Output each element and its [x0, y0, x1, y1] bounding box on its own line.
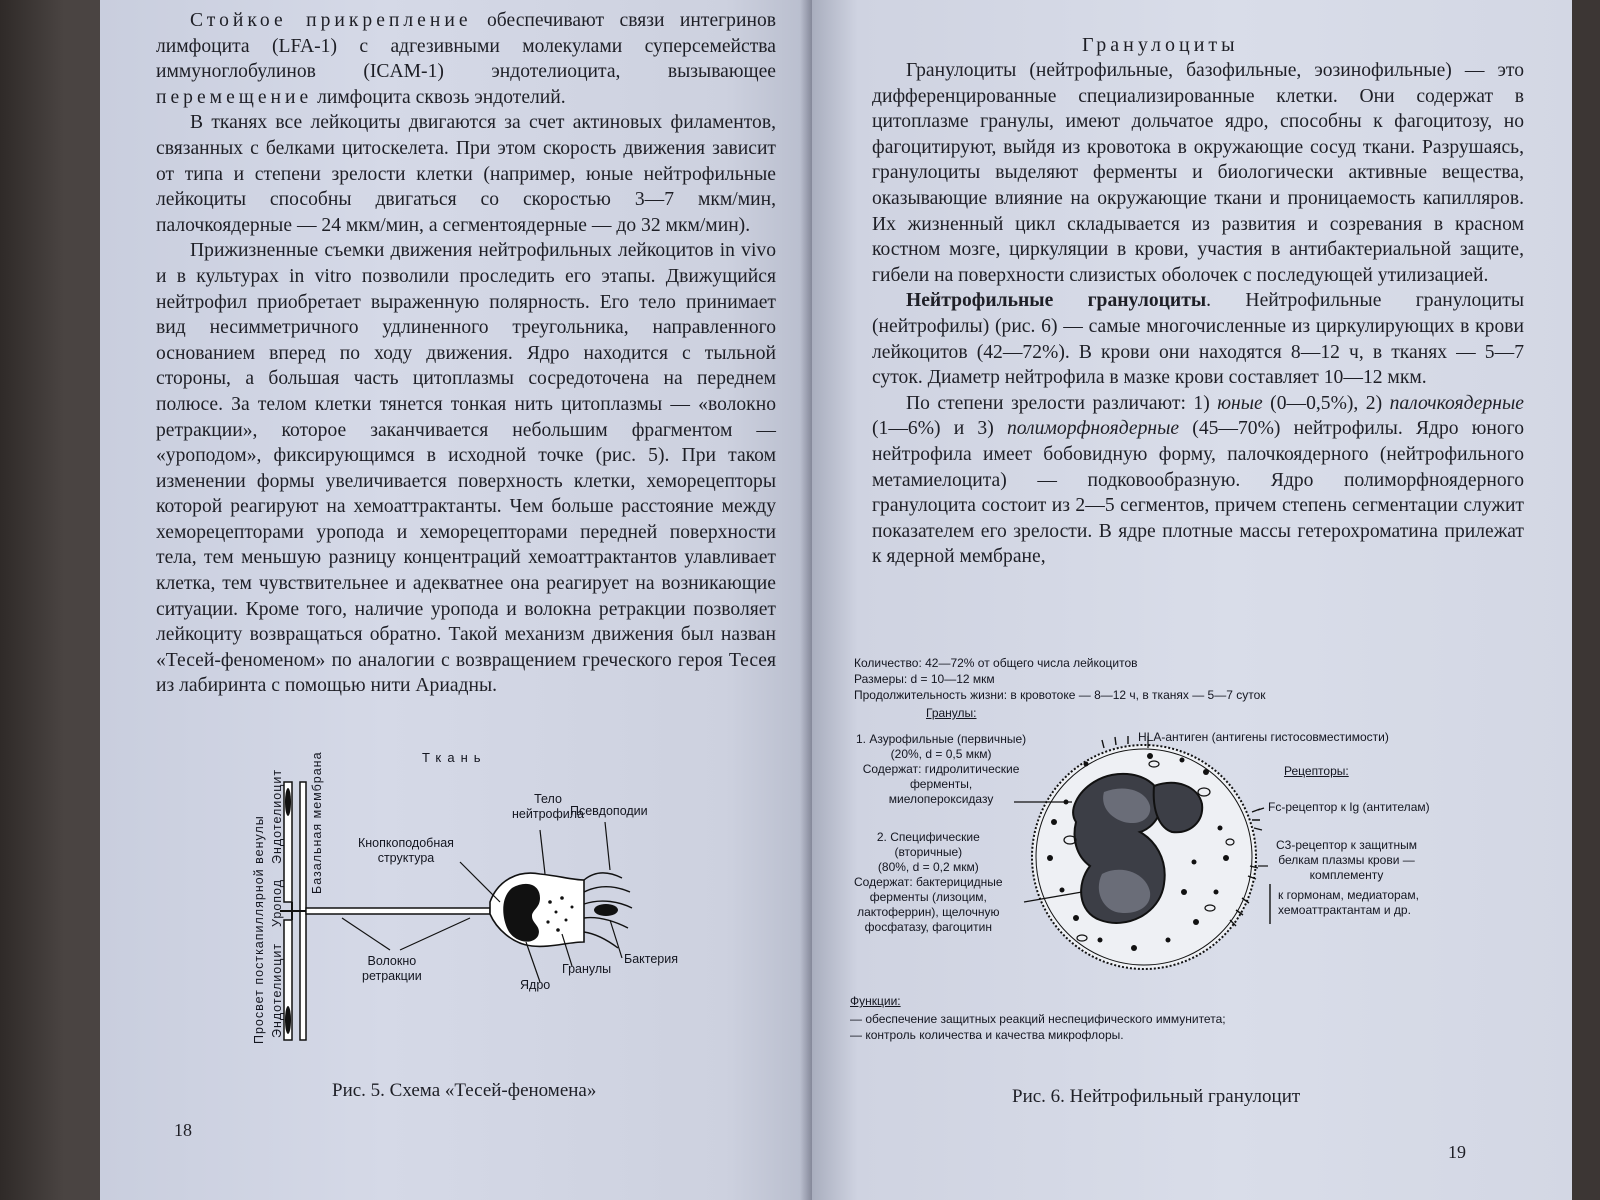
fig6-function-1: — обеспечение защитных реакций неспецифического иммунитета; [850, 1012, 1226, 1026]
fig5-label-uropod: Уропод [270, 878, 284, 927]
fig5-label-endothelium-bottom: Эндотелиоцит [270, 942, 284, 1038]
text-run: (45—70%) нейтрофилы. Ядро юного нейтрофила имеет бобовидную форму, палочкоядерного (нейтрофильного метамиелоцита) — подковообразную. Ядро полиморфноядерного гранулоцита состоит из 2—5 сегментов, причем степень сегментации служит показателем его зрелости. В ядре плотные массы гетерохроматина прилежат к ядерной мембране, [872, 418, 1525, 568]
fig5-label-fiber: Волокно ретракции [362, 954, 422, 983]
text-run: (0—0,5%), 2) [1262, 392, 1390, 414]
section-heading: Гранулоциты [1082, 34, 1239, 56]
italic-term: юные [1217, 392, 1263, 414]
fig5-label-knob: Кнопкоподобная структура [358, 836, 454, 865]
fig5-label-nucleus: Ядро [520, 978, 551, 992]
paragraph: Гранулоциты (нейтрофильные, базофильные, эозинофильные) — это дифференцированные специализированные клетки. Они содержат в цитоплазме гранулы, имеют дольчатое ядро, способны к фагоцитозу, но фагоцитируют, выйдя из кровотока в окружающие сосуд ткани. Разрушаясь, гранулоциты выделяют ферменты и биологически активные вещества, оказывающие влияние на окружающие ткани и проницаемость капилляров. Их жизненный цикл складывается из развития и созревания в красном костном мозге, циркуляции в крови, участия в антибактериальной защите, гибели на поверхности слизистых оболочек с последующей утилизацией. [872, 60, 1524, 286]
text-run: . Нейтрофильные гранулоциты (нейтрофилы) (рис. 6) — самые многочисленные из циркулирующих в крови лейкоцитов (42—72%). В крови они находятся 8—12 ч, в тканях — 5—7 суток. Диаметр нейтрофила в мазке крови составляет 10—12 мкм. [872, 290, 1524, 389]
fig5-label-endothelium-top: Эндотелиоцит [270, 768, 284, 864]
left-page-body [156, 8, 776, 699]
text-run: (1—6%) и 3) [872, 418, 1007, 440]
spaced-term: Стойкое прикрепление [190, 10, 472, 31]
paragraph [872, 288, 1524, 390]
fig6-azurophil-granules: 1. Азурофильные (первичные) (20%, d = 0,5 мкм) Содержат: гидролитические ферменты, миелопероксидазу [856, 732, 1027, 806]
fig5-label-lumen: Просвет посткапиллярной венулы [252, 815, 266, 1044]
spaced-term: перемещение [156, 86, 313, 108]
text-run: обеспечивают связи интегринов лимфоцита (LFA-1) с адгезивными молекулами суперсемейства иммуноглобулинов (ICAM-1) эндотелиоцита, вызывающее [156, 10, 776, 83]
fig6-receptor-c3: C3-рецептор к защитным белкам плазмы крови — комплементу [1276, 838, 1417, 882]
fig6-hla-antigen: HLA-антиген (антигены гистосовместимости) [1138, 730, 1389, 744]
paragraph [872, 391, 1524, 570]
right-page [812, 0, 1572, 1200]
fig5-caption: Рис. 5. Схема «Тесей-феномена» [332, 1080, 597, 1101]
fig6-granules-title: Гранулы: [926, 706, 977, 720]
left-page [100, 0, 812, 1200]
fig6-receptor-fc: Fc-рецептор к Ig (антителам) [1268, 800, 1430, 814]
fig6-receptor-hormones: к гормонам, медиаторам, хемоаттрактантам и др. [1278, 888, 1419, 917]
fig6-functions-title: Функции: [850, 994, 901, 1008]
page-number-right: 19 [1448, 1142, 1466, 1162]
bold-term: Нейтрофильные гранулоциты [906, 290, 1207, 312]
fig6-receptors-title: Рецепторы: [1284, 764, 1349, 778]
italic-term: полиморфноядерные [1006, 418, 1180, 440]
figure-5 [250, 750, 679, 1062]
paragraph [156, 8, 776, 110]
fig5-label-granules: Гранулы [562, 962, 612, 976]
italic-term: палочкоядерные [1389, 392, 1524, 414]
fig5-label-basal-membrane: Базальная мембрана [310, 751, 324, 894]
fig5-label-bacterium: Бактерия [624, 952, 679, 966]
fig6-function-2: — контроль количества и качества микрофлоры. [850, 1028, 1124, 1042]
paragraph: Прижизненные съемки движения нейтрофильных лейкоцитов in vivo и в культурах in vitro позволили проследить его этапы. Движущийся нейтрофил приобретает выраженную полярность. Его тело принимает вид несимметричного удлиненного треугольника, направленного основанием вперед по ходу движения. Ядро находится с тыльной стороны, а большая часть цитоплазмы сосредоточена на переднем полюсе. За телом клетки тянется тонкая нить цитоплазмы — «волокно ретракции», которое заканчивается небольшим фрагментом — «уроподом», фиксирующимся в исходной точке (рис. 5). При таком изменении формы увеличивается поверхность клетки, хеморецепторы которой реагируют на хемоаттрактанты. Чем больше расстояние между хеморецепторами уропода и хеморецепторами передней поверхности тела, тем меньшую разницу концентраций хемоаттрактантов улавливает клетка, тем чувствительнее и адекватнее она реагирует на возникающие ситуации. Кроме того, наличие уропода и волокна ретракции позволяет лейкоциту возвращаться обратно. Такой механизм движения был назван «Тесей-феноменом» по аналогии с возвращением греческого героя Тесея из лабиринта с помощью нити Ариадны. [156, 240, 776, 697]
fig6-specific-granules: 2. Специфические (вторичные) (80%, d = 0,2 мкм) Содержат: бактерицидные ферменты (лизоцим, лактоферрин), щелочную фосфатазу, фагоцитин [854, 830, 1003, 934]
fig5-title: Ткань [422, 750, 487, 765]
fig5-label-cell-body: Тело нейтрофила [512, 792, 584, 821]
page-number-left: 18 [174, 1120, 192, 1140]
fig6-stat-lifespan: Продолжительность жизни: в кровотоке — 8—12 ч, в тканях — 5—7 суток [854, 688, 1266, 702]
fig6-caption: Рис. 6. Нейтрофильный гранулоцит [1012, 1086, 1301, 1107]
text-run: лимфоцита сквозь эндотелий. [312, 86, 566, 108]
fig6-stat-size: Размеры: d = 10—12 мкм [854, 672, 995, 686]
fig6-stat-count: Количество: 42—72% от общего числа лейкоцитов [854, 656, 1138, 670]
right-page-body [872, 58, 1524, 570]
paragraph: В тканях все лейкоциты двигаются за счет актиновых филаментов, связанных с белками цитоскелета. При этом скорость движения зависит от типа и степени зрелости клетки (например, юные нейтрофильные лейкоциты способны двигаться со скоростью 3—7 мкм/мин, палочкоядерные — 24 мкм/мин, а сегментоядерные — до 32 мкм/мин). [156, 112, 776, 236]
text-run: По степени зрелости различают: 1) [906, 392, 1218, 414]
figure-6 [850, 652, 1474, 1072]
fig5-label-pseudopodia: Псевдоподии [570, 804, 648, 818]
